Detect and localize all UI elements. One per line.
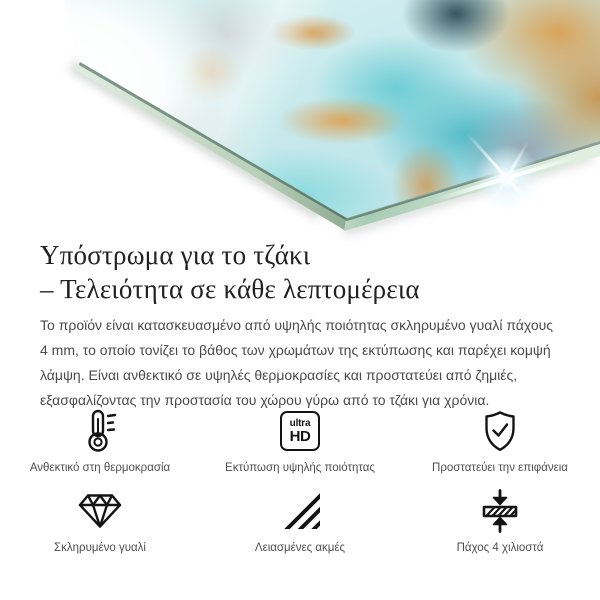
feature-label: Ανθεκτικό στη θερμοκρασία <box>29 462 171 474</box>
feature-label: Εκτύπωση υψηλής ποιότητας <box>225 462 375 474</box>
product-description-text: Το προϊόν είναι κατασκευασμένο από υψηλής ποιότητας σκληρυμένο γυαλί πάχους 4 mm, το οποίο τονίζει το βάθος των χρωμάτων της εκτύπωσης και παρέχει κομψή λάμψη. Είναι ανθεκτικό σε υψηλές θερμοκρασίες και προστατεύει από ζημιές, εξασφαλίζοντας την προστασία του χώρου γύρω από το τζάκι για χρόνια. <box>40 317 554 408</box>
feature-polished-edges <box>200 487 400 555</box>
polished-edges-icon <box>280 487 320 535</box>
feature-thickness <box>400 487 600 555</box>
product-hero-image <box>0 0 600 232</box>
feature-tempered-glass <box>0 487 200 555</box>
thermometer-icon <box>81 407 119 455</box>
page-title-line1: Υπόστρωμα για το τζάκι <box>40 240 311 270</box>
diamond-icon <box>77 487 123 535</box>
feature-grid <box>0 407 600 555</box>
ultra-hd-text-bottom: HD <box>289 427 311 445</box>
ultra-hd-icon <box>280 407 320 455</box>
feature-temperature <box>0 407 200 475</box>
feature-print-quality <box>200 407 400 475</box>
content-section <box>0 238 600 555</box>
feature-label: Προστατεύει την επιφάνεια <box>432 462 568 474</box>
thickness-icon <box>479 487 521 535</box>
feature-surface-protection <box>400 407 600 475</box>
page-title-line2: – Τελειότητα σε κάθε λεπτομέρεια <box>40 274 420 304</box>
feature-label: Σκληρυμένο γυαλί <box>54 542 146 554</box>
ultra-hd-badge <box>280 411 320 451</box>
feature-label: Πάχος 4 χιλιοστά <box>456 542 544 554</box>
page-title <box>40 238 560 306</box>
striped-triangle <box>280 493 320 529</box>
ultra-hd-text-top: ultra <box>289 417 311 429</box>
shield-check-icon <box>480 407 520 455</box>
feature-label: Λειασμένες ακμές <box>254 542 346 554</box>
